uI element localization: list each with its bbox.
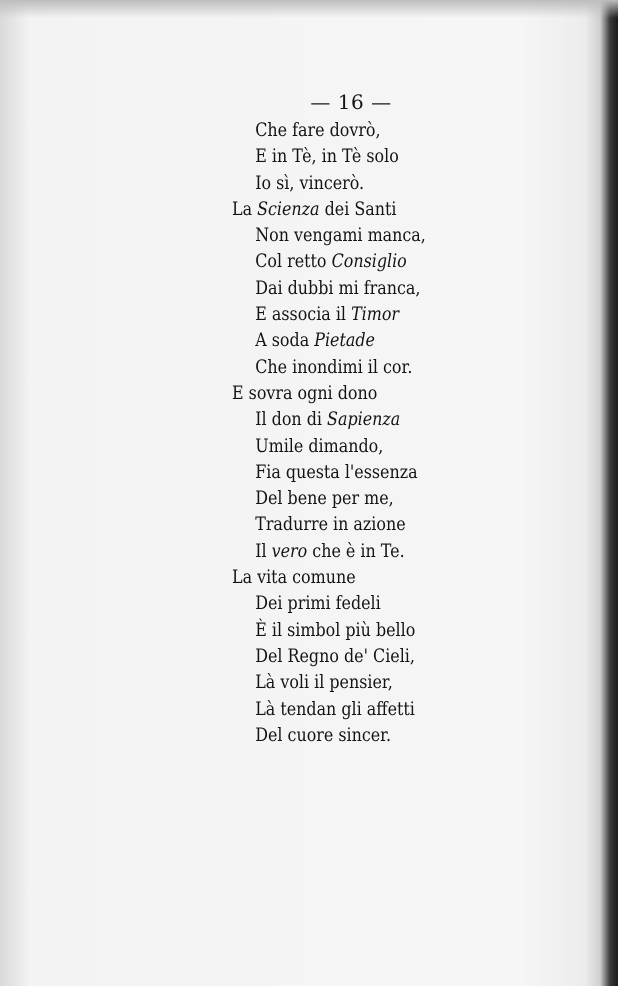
poem-line: Io sì, vincerò. bbox=[255, 172, 365, 194]
poem-line: Fia questa l'essenza bbox=[255, 461, 418, 483]
page-edge-shadow bbox=[0, 0, 618, 18]
poem-line: Del bene per me, bbox=[255, 488, 394, 510]
poem-text bbox=[232, 118, 457, 749]
poem-line: Là tendan gli affetti bbox=[255, 698, 415, 720]
poem-line: Dai dubbi mi franca, bbox=[255, 277, 421, 299]
poem-line: Non vengami manca, bbox=[255, 225, 426, 247]
poem-line: Là voli il pensier, bbox=[255, 672, 393, 694]
poem-line: Dei primi fedeli bbox=[255, 593, 381, 615]
poem-line: Del cuore sincer. bbox=[255, 724, 392, 746]
poem-line: Il vero che è in Te. bbox=[255, 540, 405, 562]
poem-line: Che inondimi il cor. bbox=[255, 356, 413, 378]
poem-line: La vita comune bbox=[232, 567, 356, 589]
poem-line: E sovra ogni dono bbox=[232, 382, 378, 404]
poem-line: Il don di Sapienza bbox=[255, 409, 401, 431]
poem-line: Che fare dovrò, bbox=[255, 120, 381, 141]
poem-line: È il simbol più bello bbox=[255, 619, 416, 641]
poem-line: E in Tè, in Tè solo bbox=[255, 146, 399, 168]
poem-line: A soda Pietade bbox=[255, 330, 375, 352]
poem-line: La Scienza dei Santi bbox=[232, 198, 397, 220]
page-number: — 16 — bbox=[310, 90, 392, 114]
poem-line: E associa il Timor bbox=[255, 304, 400, 326]
poem-line: Del Regno de' Cieli, bbox=[255, 645, 415, 667]
poem-line: Umile dimando, bbox=[255, 435, 384, 457]
poem-line: Col retto Consiglio bbox=[255, 251, 407, 273]
poem-line: Tradurre in azione bbox=[255, 514, 406, 536]
